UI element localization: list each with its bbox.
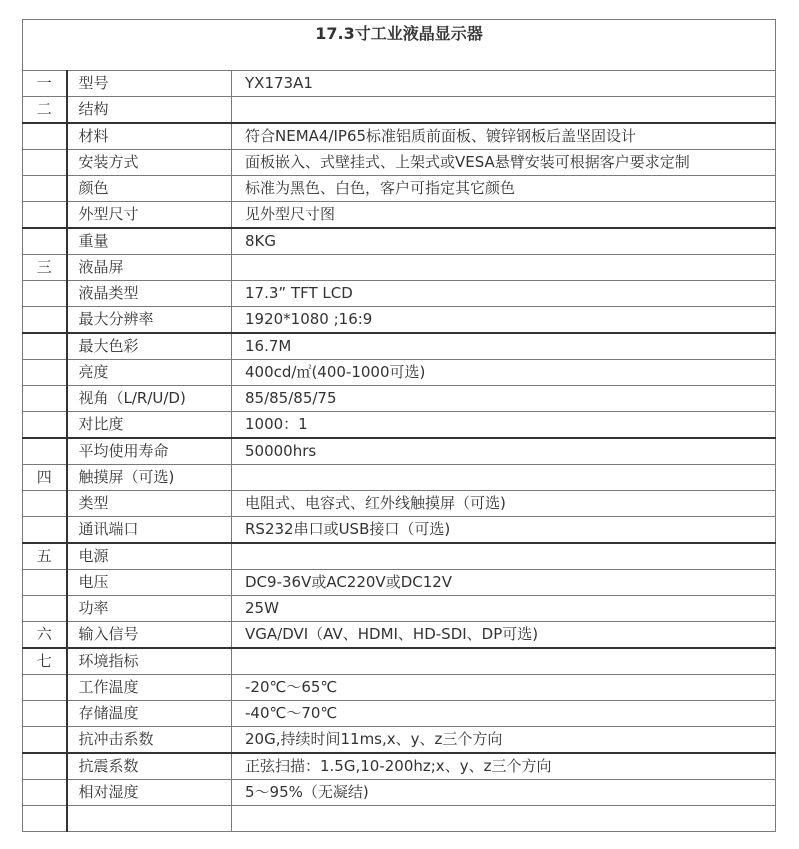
table-row (23, 727, 776, 754)
table-row (23, 753, 776, 780)
spec-value: 17.3” TFT LCD (232, 281, 776, 307)
spec-value: 标准为黑色、白色，客户可指定其它颜色 (232, 176, 776, 202)
section-number (23, 360, 67, 386)
spec-label: 重量 (67, 228, 232, 255)
table-row (23, 465, 776, 491)
spec-value: -20℃～65℃ (232, 675, 776, 701)
spec-label: 对比度 (67, 412, 232, 439)
section-number: 四 (23, 465, 67, 491)
spec-value (232, 543, 776, 570)
table-row (23, 150, 776, 176)
section-number: 六 (23, 622, 67, 649)
section-number (23, 491, 67, 517)
spec-value: -40℃～70℃ (232, 701, 776, 727)
section-number (23, 753, 67, 780)
table-row (23, 517, 776, 544)
table-row (23, 806, 776, 832)
section-number: 二 (23, 97, 67, 124)
table-row (23, 71, 776, 97)
spec-label: 功率 (67, 596, 232, 622)
section-number (23, 727, 67, 754)
table-row (23, 228, 776, 255)
table-row (23, 648, 776, 675)
spec-label: 最大色彩 (67, 333, 232, 360)
spec-label: 最大分辨率 (67, 307, 232, 334)
spec-value: RS232串口或USB接口（可选) (232, 517, 776, 544)
spec-label: 安装方式 (67, 150, 232, 176)
section-number: 一 (23, 71, 67, 97)
spec-value: VGA/DVI（AV、HDMI、HD-SDI、DP可选) (232, 622, 776, 649)
section-number (23, 806, 67, 832)
table-row (23, 412, 776, 439)
section-number (23, 123, 67, 150)
table-row (23, 176, 776, 202)
table-row (23, 386, 776, 412)
spec-value: 8KG (232, 228, 776, 255)
spec-value (232, 648, 776, 675)
spec-value: 面板嵌入、式壁挂式、上架式或VESA悬臂安装可根据客户要求定制 (232, 150, 776, 176)
section-number (23, 701, 67, 727)
spec-value: 1000：1 (232, 412, 776, 439)
spec-label: 液晶类型 (67, 281, 232, 307)
table-row (23, 97, 776, 124)
section-number (23, 596, 67, 622)
table-row (23, 255, 776, 281)
spec-label: 亮度 (67, 360, 232, 386)
spec-table (22, 19, 776, 832)
table-row (23, 491, 776, 517)
table-row (23, 307, 776, 334)
spec-label: 类型 (67, 491, 232, 517)
section-number (23, 780, 67, 806)
spec-value (232, 97, 776, 124)
table-row (23, 202, 776, 229)
table-row (23, 333, 776, 360)
spec-value: 电阻式、电容式、红外线触摸屏（可选) (232, 491, 776, 517)
section-number (23, 307, 67, 334)
table-title: 17.3寸工业液晶显示器 (23, 20, 776, 71)
spec-label: 液晶屏 (67, 255, 232, 281)
spec-value (232, 806, 776, 832)
spec-label: 相对湿度 (67, 780, 232, 806)
section-number (23, 675, 67, 701)
spec-value (232, 255, 776, 281)
section-number (23, 517, 67, 544)
title-row (23, 20, 776, 71)
section-number (23, 412, 67, 439)
spec-value: 50000hrs (232, 438, 776, 465)
spec-value: 85/85/85/75 (232, 386, 776, 412)
spec-label: 触摸屏（可选) (67, 465, 232, 491)
table-row (23, 570, 776, 596)
section-number (23, 176, 67, 202)
section-number (23, 333, 67, 360)
table-row (23, 596, 776, 622)
spec-value: 16.7M (232, 333, 776, 360)
spec-label: 材料 (67, 123, 232, 150)
spec-label: 结构 (67, 97, 232, 124)
spec-label: 外型尺寸 (67, 202, 232, 229)
spec-label: 抗冲击系数 (67, 727, 232, 754)
spec-label (67, 806, 232, 832)
table-row (23, 360, 776, 386)
spec-value: YX173A1 (232, 71, 776, 97)
section-number (23, 570, 67, 596)
section-number (23, 150, 67, 176)
spec-label: 视角（L/R/U/D) (67, 386, 232, 412)
spec-value: DC9-36V或AC220V或DC12V (232, 570, 776, 596)
spec-value: 见外型尺寸图 (232, 202, 776, 229)
table-row (23, 622, 776, 649)
spec-label: 型号 (67, 71, 232, 97)
spec-label: 通讯端口 (67, 517, 232, 544)
table-row (23, 701, 776, 727)
table-row (23, 780, 776, 806)
table-row (23, 438, 776, 465)
spec-label: 输入信号 (67, 622, 232, 649)
spec-value (232, 465, 776, 491)
section-number (23, 281, 67, 307)
spec-label: 平均使用寿命 (67, 438, 232, 465)
spec-value: 符合NEMA4/IP65标准铝质前面板、镀锌钢板后盖坚固设计 (232, 123, 776, 150)
section-number: 七 (23, 648, 67, 675)
spec-label: 环境指标 (67, 648, 232, 675)
spec-value: 正弦扫描：1.5G,10-200hz;x、y、z三个方向 (232, 753, 776, 780)
section-number (23, 386, 67, 412)
spec-value: 20G,持续时间11ms,x、y、z三个方向 (232, 727, 776, 754)
spec-label: 抗震系数 (67, 753, 232, 780)
section-number: 五 (23, 543, 67, 570)
spec-label: 电压 (67, 570, 232, 596)
spec-value: 25W (232, 596, 776, 622)
section-number (23, 202, 67, 229)
spec-value: 5～95%（无凝结) (232, 780, 776, 806)
table-row (23, 123, 776, 150)
spec-label: 电源 (67, 543, 232, 570)
section-number (23, 228, 67, 255)
table-row (23, 281, 776, 307)
section-number: 三 (23, 255, 67, 281)
spec-value: 1920*1080 ;16:9 (232, 307, 776, 334)
table-row (23, 543, 776, 570)
spec-label: 存储温度 (67, 701, 232, 727)
spec-label: 工作温度 (67, 675, 232, 701)
spec-label: 颜色 (67, 176, 232, 202)
section-number (23, 438, 67, 465)
table-row (23, 675, 776, 701)
spec-value: 400cd/㎡(400-1000可选) (232, 360, 776, 386)
